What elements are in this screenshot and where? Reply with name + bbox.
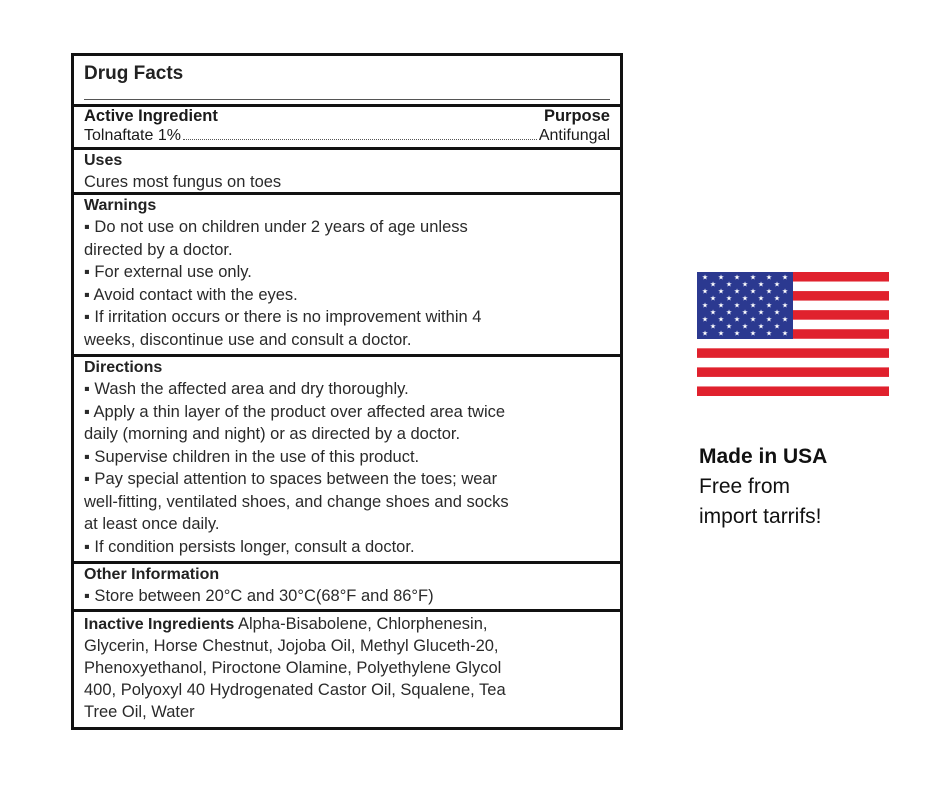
flag-star-icon: ★	[749, 329, 757, 338]
warnings-heading: Warnings	[84, 197, 157, 214]
flag-star-icon: ★	[781, 315, 789, 324]
directions-heading: Directions	[84, 359, 163, 376]
flag-star-icon: ★	[709, 308, 717, 317]
flag-star-icon: ★	[725, 294, 733, 303]
directions-line: ▪ If condition persists longer, consult a doctor.	[84, 537, 415, 556]
directions-line: ▪ Apply a thin layer of the product over affected area twice	[84, 402, 506, 421]
flag-star-icon: ★	[701, 273, 709, 282]
flag-star-icon: ★	[773, 280, 781, 289]
inactive-ingredients-heading: Inactive Ingredients	[84, 616, 235, 633]
flag-star-icon: ★	[757, 308, 765, 317]
purpose-heading: Purpose	[543, 107, 610, 125]
directions-line: daily (morning and night) or as directed by a doctor.	[84, 425, 461, 443]
flag-star-icon: ★	[725, 308, 733, 317]
warnings-line: ▪ Avoid contact with the eyes.	[84, 285, 298, 304]
active-header-row	[84, 107, 610, 126]
drug-facts-title: Drug Facts	[84, 63, 184, 84]
active-ingredient-row	[84, 126, 610, 145]
flag-star-icon: ★	[765, 315, 773, 324]
flag-star-icon: ★	[781, 301, 789, 310]
flag-star-icon: ★	[781, 329, 789, 338]
flag-star-icon: ★	[765, 273, 773, 282]
flag-star-icon: ★	[773, 322, 781, 331]
flag-star-icon: ★	[725, 322, 733, 331]
flag-star-icon: ★	[741, 308, 749, 317]
flag-star-icon: ★	[781, 273, 789, 282]
flag-star-icon: ★	[773, 294, 781, 303]
title-divider	[84, 99, 610, 100]
flag-star-icon: ★	[733, 315, 741, 324]
flag-star-icon: ★	[749, 301, 757, 310]
flag-star-icon: ★	[709, 322, 717, 331]
warnings-line: ▪ If irritation occurs or there is no improvement within 4	[84, 308, 482, 326]
flag-star-icon: ★	[741, 280, 749, 289]
flag-stripe	[697, 377, 889, 387]
flag-stripe	[697, 348, 889, 358]
flag-star-icon: ★	[733, 329, 741, 338]
other-information-line: ▪ Store between 20°C and 30°C(68°F and 86°F)	[84, 587, 434, 605]
drug-facts-title-section	[74, 56, 620, 107]
flag-star-icon: ★	[733, 287, 741, 296]
active-ingredient-name: Tolnaftate 1%	[84, 127, 181, 144]
flag-star-icon: ★	[709, 294, 717, 303]
us-flag-icon	[697, 272, 889, 396]
inactive-ingredients-section	[74, 612, 620, 727]
flag-star-icon: ★	[765, 301, 773, 310]
flag-star-icon: ★	[749, 315, 757, 324]
directions-line: well-fitting, ventilated shoes, and change shoes and socks	[84, 492, 509, 511]
directions-line: at least once daily.	[84, 515, 220, 533]
flag-star-icon: ★	[701, 287, 709, 296]
flag-star-icon: ★	[701, 329, 709, 338]
flag-star-icon: ★	[741, 294, 749, 303]
warnings-section	[74, 195, 620, 357]
flag-star-icon: ★	[781, 287, 789, 296]
made-in-usa-line: Free from	[699, 475, 791, 498]
flag-star-icon: ★	[765, 287, 773, 296]
warnings-line: ▪ For external use only.	[84, 263, 252, 281]
flag-star-icon: ★	[717, 315, 725, 324]
flag-star-icon: ★	[717, 329, 725, 338]
flag-star-icon: ★	[725, 280, 733, 289]
uses-section	[74, 150, 620, 195]
active-ingredient-purpose: Antifungal	[538, 127, 610, 144]
inactive-line	[84, 613, 610, 635]
directions-line: ▪ Supervise children in the use of this product.	[84, 447, 420, 466]
flag-star-icon: ★	[765, 329, 773, 338]
flag-star-icon: ★	[717, 273, 725, 282]
flag-stripe	[697, 367, 889, 377]
made-in-usa-title: Made in USA	[699, 445, 828, 468]
warnings-line: weeks, discontinue use and consult a doctor.	[84, 330, 412, 349]
other-information-section	[74, 564, 620, 612]
flag-star-icon: ★	[709, 280, 717, 289]
dot-leader	[183, 139, 537, 140]
flag-stripe	[697, 358, 889, 368]
uses-line: Cures most fungus on toes	[84, 173, 282, 191]
warnings-line: ▪ Do not use on children under 2 years of age unless	[84, 218, 468, 236]
made-in-usa-line: import tarrifs!	[699, 505, 822, 528]
flag-star-icon: ★	[701, 301, 709, 310]
drug-facts-panel	[71, 53, 623, 730]
flag-star-icon: ★	[733, 273, 741, 282]
flag-star-icon: ★	[717, 287, 725, 296]
flag-star-icon: ★	[749, 273, 757, 282]
made-in-usa-block	[699, 442, 919, 532]
other-information-heading: Other Information	[84, 566, 220, 583]
flag-star-icon: ★	[717, 301, 725, 310]
flag-star-icon: ★	[701, 315, 709, 324]
flag-star-icon: ★	[757, 322, 765, 331]
inactive-line: Tree Oil, Water	[84, 703, 195, 721]
flag-star-icon: ★	[773, 308, 781, 317]
flag-star-icon: ★	[749, 287, 757, 296]
warnings-line: directed by a doctor.	[84, 240, 233, 259]
uses-heading: Uses	[84, 152, 123, 169]
flag-stripe	[697, 339, 889, 349]
flag-star-icon: ★	[757, 294, 765, 303]
flag-star-icon: ★	[733, 301, 741, 310]
directions-section	[74, 357, 620, 564]
active-ingredient-heading: Active Ingredient	[84, 107, 218, 125]
inactive-line-text: Alpha-Bisabolene, Chlorphenesin,	[237, 615, 488, 633]
flag-star-icon: ★	[741, 322, 749, 331]
flag-stripe	[697, 386, 889, 396]
inactive-line: 400, Polyoxyl 40 Hydrogenated Castor Oil, Squalene, Tea	[84, 681, 506, 699]
inactive-line: Glycerin, Horse Chestnut, Jojoba Oil, Methyl Gluceth-20,	[84, 637, 499, 655]
flag-star-icon: ★	[757, 280, 765, 289]
directions-line: ▪ Pay special attention to spaces between the toes; wear	[84, 470, 498, 488]
active-ingredient-section	[74, 107, 620, 150]
directions-line: ▪ Wash the affected area and dry thoroughly.	[84, 380, 409, 398]
inactive-line: Phenoxyethanol, Piroctone Olamine, Polyethylene Glycol	[84, 659, 502, 677]
